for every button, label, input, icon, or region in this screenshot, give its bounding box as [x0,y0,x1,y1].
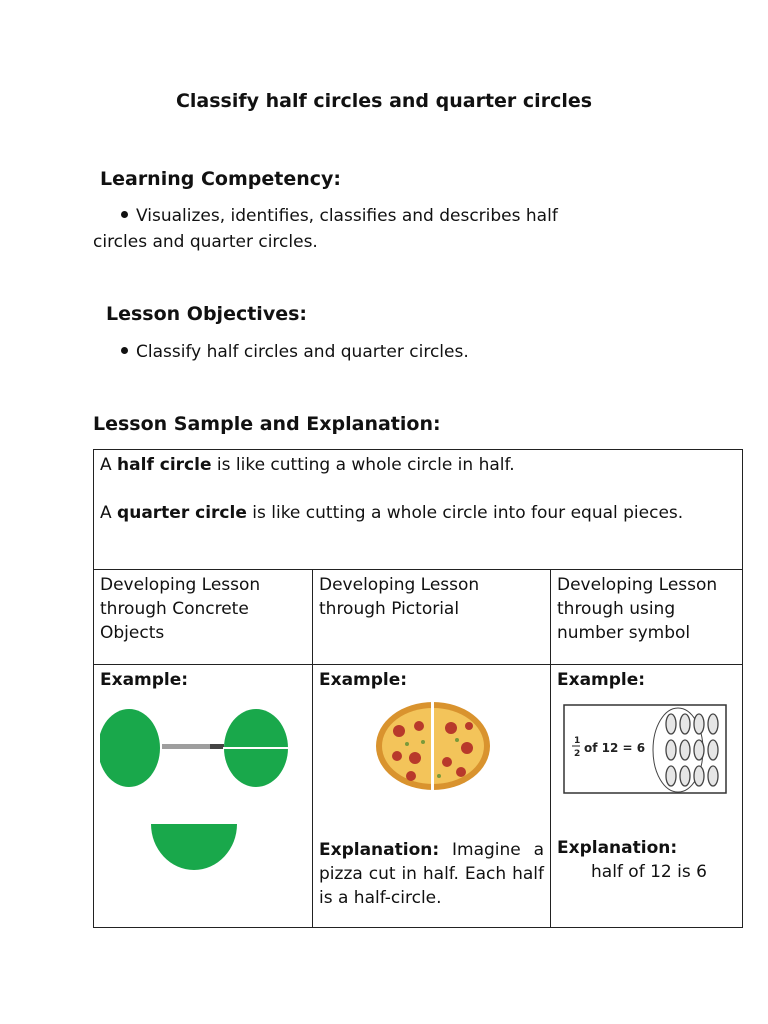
competency-line-2: circles and quarter circles. [93,232,318,252]
intro-half-circle: A half circle is like cutting a whole circle in half. [100,455,515,475]
lesson-table [93,449,743,928]
example-label: Example: [557,670,646,690]
pepperoni [406,771,416,781]
pepperoni [445,722,457,734]
symbol-example-cell [551,665,743,928]
cutting-stick-tip [210,744,224,749]
pepperoni [392,751,402,761]
column-header-pictorial: Developing Lesson through Pictorial [313,570,551,665]
fraction-numerator: 1 [574,736,581,746]
sample-heading: Lesson Sample and Explanation: [93,413,441,435]
competency-line-1: Visualizes, identifies, classifies and describes half [136,206,558,226]
column-header-concrete: Developing Lesson through Concrete Objects [94,570,313,665]
symbol-explanation: half of 12 is 6 [591,862,707,882]
pepperoni [414,721,424,731]
bullet-icon [121,211,128,218]
objectives-heading: Lesson Objectives: [106,303,307,325]
example-label: Example: [100,670,189,690]
explanation-label: Explanation: [557,838,678,858]
objectives-item [121,339,469,365]
column-header-symbol: Developing Lesson through using number symbol [551,570,743,665]
symbol-equation: of 12 = 6 [584,741,646,755]
concrete-example-cell [94,665,313,928]
pizza-cut [431,700,434,792]
competency-heading: Learning Competency: [100,168,341,190]
concrete-circles-drawing [100,700,300,880]
whole-circle [100,709,160,787]
page-title: Classify half circles and quarter circles [175,90,593,112]
competency-text [93,203,653,255]
half-circle-shape [151,824,237,870]
pepperoni [393,725,405,737]
pepperoni [461,742,473,754]
fraction-denominator: 2 [574,749,581,759]
pictorial-explanation: Explanation: Imagine a pizza cut in half. Each half is a half-circle. [319,840,544,908]
number-symbol-drawing [563,704,727,796]
pizza-icon [319,696,545,792]
lesson-intro-cell [94,450,743,570]
intro-quarter-circle: A quarter circle is like cutting a whole circle into four equal pieces. [100,503,684,523]
pepperoni [409,752,421,764]
bullet-icon [121,347,128,354]
pepperoni [465,722,473,730]
pepperoni [442,757,452,767]
objectives-item-text: Classify half circles and quarter circles. [136,342,469,362]
example-label: Example: [319,670,408,690]
pictorial-example-cell [313,665,551,928]
pepperoni [456,767,466,777]
